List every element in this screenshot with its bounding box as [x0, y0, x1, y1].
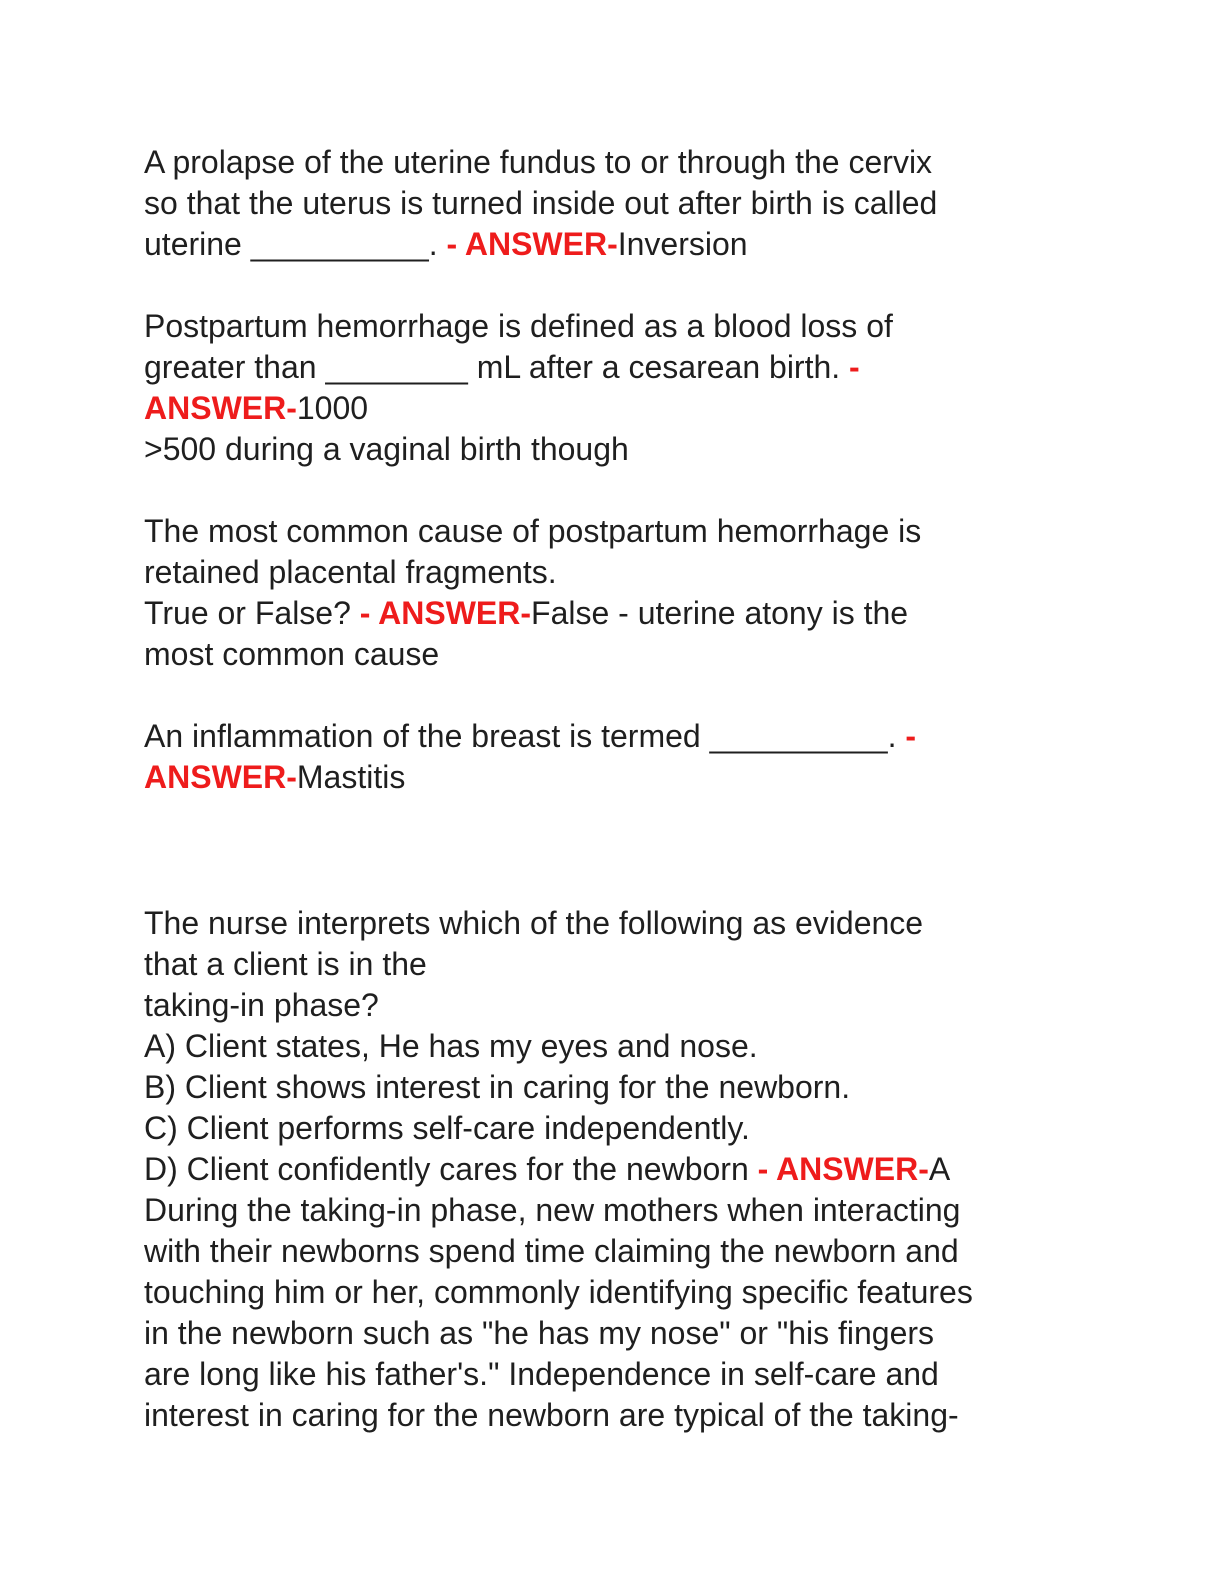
explanation-line: are long like his father's." Independence in self-care and: [144, 1356, 939, 1392]
spacer: [144, 265, 1094, 306]
question-block-5: [144, 903, 1094, 1436]
explanation-line: in the newborn such as "he has my nose" or "his fingers: [144, 1315, 935, 1351]
answer-text: Inversion: [617, 226, 748, 262]
explanation-line: interest in caring for the newborn are typical of the taking-: [144, 1397, 959, 1433]
answer-text: A: [928, 1151, 951, 1187]
question-answer-line: [144, 716, 1094, 757]
explanation-line: touching him or her, commonly identifying specific features: [144, 1274, 973, 1310]
question-answer-line: [144, 224, 1094, 265]
answer-text-continued: most common cause: [144, 636, 440, 672]
question-block-1: [144, 142, 1094, 265]
question-text: uterine __________.: [144, 226, 447, 262]
spacer: [144, 470, 1094, 511]
question-text: that a client is in the: [144, 946, 427, 982]
answer-text: False - uterine atony is the: [531, 595, 909, 631]
question-text: The nurse interprets which of the following as evidence: [144, 905, 924, 941]
question-text: True or False?: [144, 595, 360, 631]
question-text: so that the uterus is turned inside out after birth is called: [144, 185, 938, 221]
answer-line: [144, 388, 1094, 429]
explanation-line: with their newborns spend time claiming the newborn and: [144, 1233, 959, 1269]
question-block-4: [144, 716, 1094, 798]
question-text: Postpartum hemorrhage is defined as a blood loss of: [144, 308, 893, 344]
option-a: A) Client states, He has my eyes and nose.: [144, 1028, 758, 1064]
question-answer-line: [144, 593, 1094, 634]
question-text: taking-in phase?: [144, 987, 379, 1023]
answer-marker: ANSWER-: [144, 759, 297, 795]
question-text: greater than ________ mL after a cesarean birth.: [144, 349, 850, 385]
answer-marker: - ANSWER-: [757, 1151, 929, 1187]
question-text: retained placental fragments.: [144, 554, 557, 590]
spacer: [144, 798, 1094, 839]
option-d: D) Client confidently cares for the newborn: [144, 1151, 758, 1187]
question-text: A prolapse of the uterine fundus to or through the cervix: [144, 144, 933, 180]
explanation-line: During the taking-in phase, new mothers when interacting: [144, 1192, 961, 1228]
answer-marker: ANSWER-: [144, 390, 297, 426]
answer-marker-dash: -: [905, 718, 916, 754]
question-answer-line: [144, 347, 1094, 388]
option-c: C) Client performs self-care independently.: [144, 1110, 750, 1146]
question-text: The most common cause of postpartum hemorrhage is: [144, 513, 922, 549]
option-d-answer-line: [144, 1149, 1094, 1190]
question-block-2: [144, 306, 1094, 470]
answer-text: Mastitis: [296, 759, 406, 795]
spacer: [144, 839, 1094, 903]
question-block-3: [144, 511, 1094, 675]
answer-marker: - ANSWER-: [446, 226, 618, 262]
spacer: [144, 675, 1094, 716]
answer-marker: - ANSWER-: [359, 595, 532, 631]
document-page: [144, 142, 1094, 1436]
answer-marker-dash: -: [849, 349, 860, 385]
answer-note: >500 during a vaginal birth though: [144, 431, 629, 467]
answer-text: 1000: [296, 390, 369, 426]
answer-line: [144, 757, 1094, 798]
question-text: An inflammation of the breast is termed __________.: [144, 718, 906, 754]
option-b: B) Client shows interest in caring for the newborn.: [144, 1069, 851, 1105]
